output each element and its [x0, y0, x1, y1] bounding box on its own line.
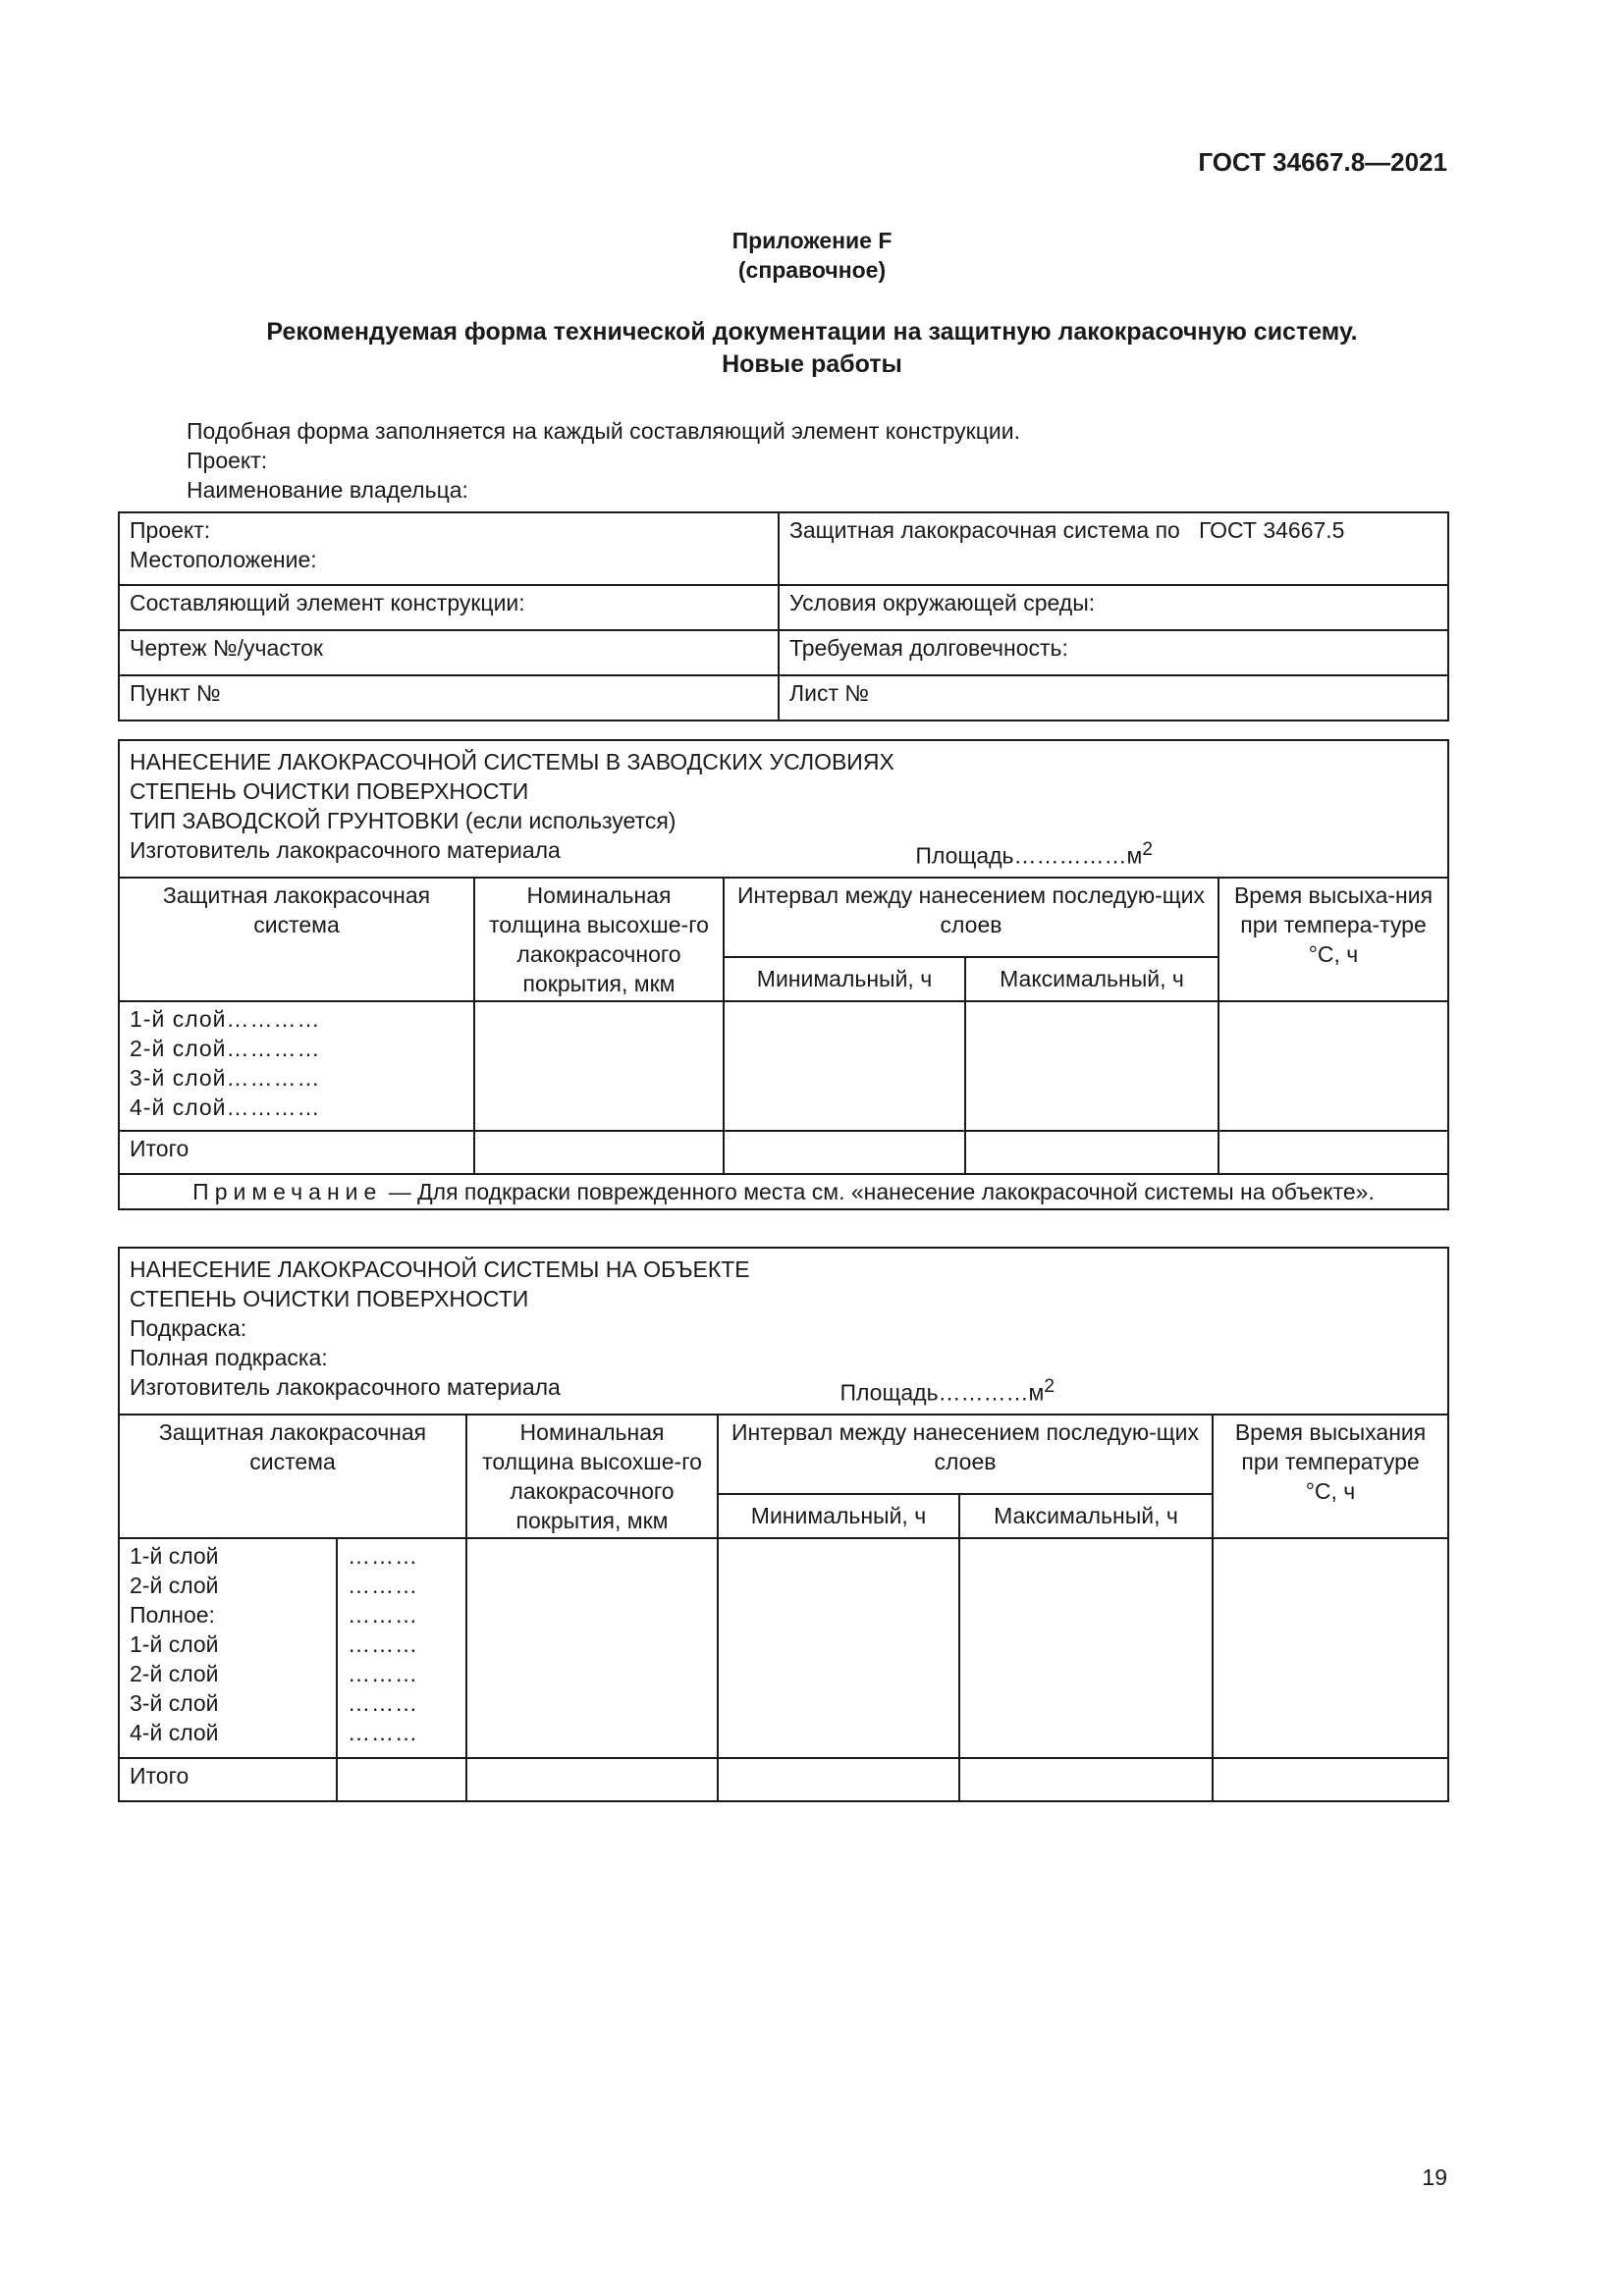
site-total-dots[interactable]: [337, 1758, 466, 1801]
factory-manufacturer: Изготовитель лакокрасочного материала: [130, 837, 561, 863]
project-label: Проект:: [130, 517, 211, 543]
factory-col-min: Минимальный, ч: [724, 957, 965, 1000]
project-info-table: [118, 511, 1449, 721]
site-col-system: Защитная лакокрасочная система: [119, 1415, 466, 1538]
item-number-cell[interactable]: Пункт №: [119, 675, 779, 721]
site-header-block: [119, 1248, 1448, 1415]
environment-cell[interactable]: Условия окружающей среды:: [779, 585, 1448, 630]
site-layer-full-1: 1-й слой: [130, 1630, 219, 1657]
site-surface-prep: СТЕПЕНЬ ОЧИСТКИ ПОВЕРХНОСТИ: [130, 1286, 529, 1311]
site-total-thickness[interactable]: [466, 1758, 718, 1801]
site-min-input[interactable]: [718, 1538, 959, 1758]
site-total-max[interactable]: [959, 1758, 1213, 1801]
intro-line3: Наименование владельца:: [187, 477, 468, 503]
site-area-label: Площадь…………м: [839, 1379, 1045, 1406]
site-area-sup: 2: [1044, 1376, 1056, 1397]
protective-system-standard: ГОСТ 34667.5: [1199, 517, 1345, 543]
document-code: ГОСТ 34667.8—2021: [1198, 147, 1447, 177]
site-dots-2: ………: [348, 1572, 418, 1598]
site-col-thickness: Номинальная толщина высохше-го лакокрасочного покрытия, мкм: [466, 1415, 718, 1538]
factory-area-sup: 2: [1142, 839, 1154, 860]
factory-total-thickness[interactable]: [474, 1131, 724, 1174]
project-location-cell[interactable]: [119, 512, 779, 585]
site-layers-cell: [119, 1538, 337, 1758]
factory-col-max: Максимальный, ч: [965, 957, 1218, 1000]
page-title: [0, 316, 1624, 381]
factory-header-block: [119, 740, 1448, 878]
durability-cell[interactable]: Требуемая долговечность:: [779, 630, 1448, 675]
factory-col-interval: Интервал между нанесением последую-щих слоев: [724, 878, 1218, 958]
drawing-cell[interactable]: Чертеж №/участок: [119, 630, 779, 675]
site-total-label: Итого: [119, 1758, 337, 1801]
factory-note: [119, 1174, 1448, 1209]
site-layer-1: 1-й слой: [130, 1542, 219, 1569]
factory-layer-3: 3-й слой…………: [130, 1064, 321, 1091]
site-dots-5: ………: [348, 1660, 418, 1686]
factory-layer-4: 4-й слой…………: [130, 1094, 321, 1120]
site-layer-full-3: 3-й слой: [130, 1689, 219, 1716]
factory-layers-cell[interactable]: [119, 1001, 474, 1131]
site-dots-cell[interactable]: [337, 1538, 466, 1758]
location-label: Местоположение:: [130, 547, 317, 572]
factory-min-input[interactable]: [724, 1001, 965, 1131]
factory-layer-2: 2-й слой…………: [130, 1035, 321, 1061]
site-manufacturer: Изготовитель лакокрасочного материала: [130, 1374, 561, 1400]
structural-element-cell[interactable]: Составляющий элемент конструкции:: [119, 585, 779, 630]
factory-total-label: Итого: [119, 1131, 474, 1174]
factory-col-system: Защитная лакокрасочная система: [119, 878, 474, 1001]
factory-col-thickness: Номинальная толщина высохше-го лакокрасочного покрытия, мкм: [474, 878, 724, 1001]
note-text: — Для подкраски поврежденного места см. «нанесение лакокрасочной системы на объекте».: [388, 1178, 1375, 1204]
site-col-drying: Время высыхания при температуре °С, ч: [1213, 1415, 1448, 1538]
intro-line2: Проект:: [187, 448, 268, 473]
site-dots-7: ………: [348, 1719, 418, 1745]
site-max-input[interactable]: [959, 1538, 1213, 1758]
factory-thickness-input[interactable]: [474, 1001, 724, 1131]
intro-text: [187, 416, 1020, 505]
factory-surface-prep: СТЕПЕНЬ ОЧИСТКИ ПОВЕРХНОСТИ: [130, 778, 529, 804]
site-col-min: Минимальный, ч: [718, 1494, 959, 1537]
page-title-line1: Рекомендуемая форма технической документации на защитную лакокрасочную систему.: [266, 318, 1358, 346]
factory-total-max[interactable]: [965, 1131, 1218, 1174]
site-col-max: Максимальный, ч: [959, 1494, 1213, 1537]
site-col-interval: Интервал между нанесением последую-щих слоев: [718, 1415, 1213, 1495]
site-dots-4: ………: [348, 1630, 418, 1657]
appendix-heading: [0, 226, 1624, 285]
page-number: 19: [1422, 2164, 1447, 2190]
factory-area: [915, 835, 1437, 871]
site-drying-input[interactable]: [1213, 1538, 1448, 1758]
site-layer-full-4: 4-й слой: [130, 1719, 219, 1745]
factory-heading: НАНЕСЕНИЕ ЛАКОКРАСОЧНОЙ СИСТЕМЫ В ЗАВОДСКИХ УСЛОВИЯХ: [130, 749, 894, 774]
site-dots-6: ………: [348, 1689, 418, 1716]
factory-drying-input[interactable]: [1218, 1001, 1448, 1131]
site-full-touchup: Полная подкраска:: [130, 1345, 328, 1370]
appendix-title: Приложение F: [731, 228, 893, 253]
site-heading: НАНЕСЕНИЕ ЛАКОКРАСОЧНОЙ СИСТЕМЫ НА ОБЪЕКТЕ: [130, 1256, 750, 1282]
site-total-drying[interactable]: [1213, 1758, 1448, 1801]
site-layer-2: 2-й слой: [130, 1572, 219, 1598]
site-touchup: Подкраска:: [130, 1315, 247, 1341]
site-thickness-input[interactable]: [466, 1538, 718, 1758]
factory-application-table: [118, 739, 1449, 1210]
factory-total-drying[interactable]: [1218, 1131, 1448, 1174]
site-layer-full-2: 2-й слой: [130, 1660, 219, 1686]
factory-layer-1: 1-й слой…………: [130, 1005, 321, 1032]
intro-line1: Подобная форма заполняется на каждый составляющий элемент конструкции.: [187, 418, 1020, 444]
site-area: [839, 1372, 1437, 1408]
factory-col-drying: Время высыха-ния при темпера-туре °С, ч: [1218, 878, 1448, 1001]
factory-area-label: Площадь……………м: [915, 842, 1143, 869]
factory-max-input[interactable]: [965, 1001, 1218, 1131]
site-layer-full: Полное:: [130, 1601, 215, 1628]
page-title-line2: Новые работы: [722, 350, 902, 378]
protective-system-cell[interactable]: [779, 512, 1448, 585]
protective-system-label: Защитная лакокрасочная система по: [789, 517, 1180, 543]
site-application-table: [118, 1247, 1449, 1802]
sheet-number-cell[interactable]: Лист №: [779, 675, 1448, 721]
appendix-subtitle: (справочное): [737, 257, 887, 283]
note-label: Примечание: [192, 1178, 383, 1204]
site-total-min[interactable]: [718, 1758, 959, 1801]
factory-total-min[interactable]: [724, 1131, 965, 1174]
site-dots-3: ………: [348, 1601, 418, 1628]
site-dots-1: ………: [348, 1542, 418, 1569]
factory-primer-type: ТИП ЗАВОДСКОЙ ГРУНТОВКИ (если используется): [130, 808, 677, 833]
